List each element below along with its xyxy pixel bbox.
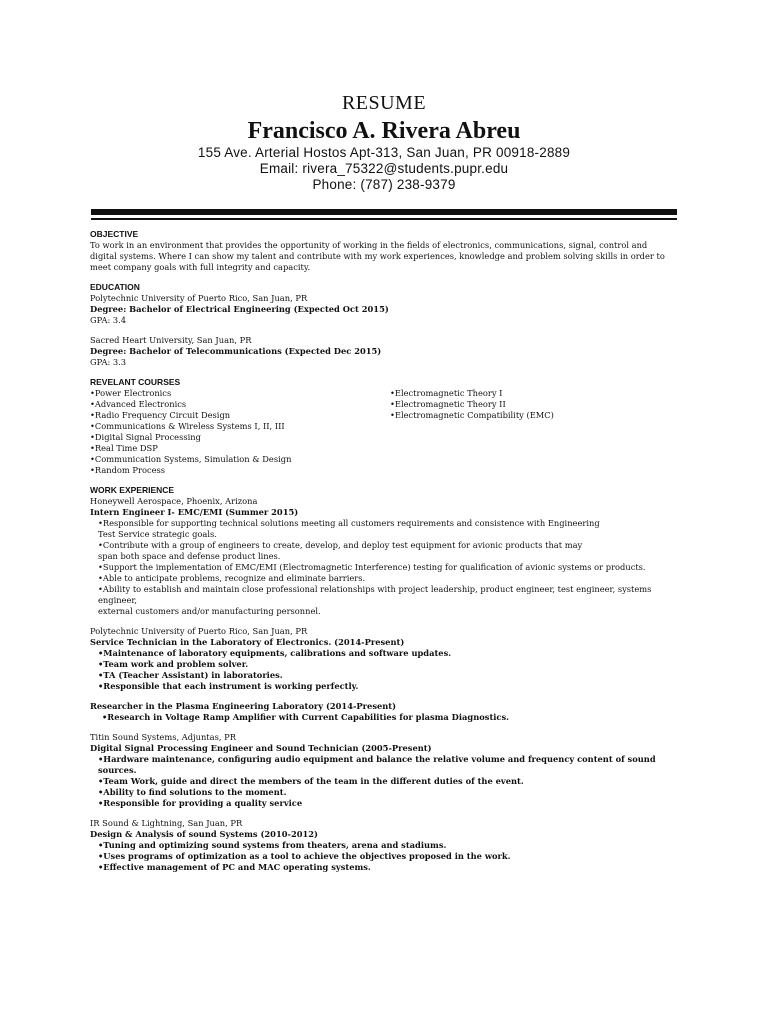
education-school: Sacred Heart University, San Juan, PR <box>90 335 252 345</box>
job-company: Polytechnic University of Puerto Rico, San Juan, PR <box>90 626 308 636</box>
job-role: Design & Analysis of sound Systems (2010-2012) <box>90 829 318 839</box>
course-item: •Communication Systems, Simulation & Design <box>90 454 292 464</box>
job-company: Titin Sound Systems, Adjuntas, PR <box>90 732 236 742</box>
section-title-work: WORK EXPERIENCE <box>90 485 175 495</box>
resume-header <box>0 92 768 193</box>
address-line: 155 Ave. Arterial Hostos Apt-313, San Juan, PR 00918-2889 <box>197 145 571 160</box>
job-bullet: •Maintenance of laboratory equipments, calibrations and software updates. <box>98 648 452 658</box>
course-item: •Electromagnetic Theory II <box>390 399 506 409</box>
job-bullet: sources. <box>98 765 137 775</box>
phone-line: Phone: (787) 238-9379 <box>312 177 456 192</box>
course-item: •Electromagnetic Compatibility (EMC) <box>390 410 554 420</box>
course-item: •Real Time DSP <box>90 443 158 453</box>
job-honeywell <box>90 496 680 617</box>
email-line: Email: rivera_75322@students.pupr.edu <box>259 161 509 176</box>
section-title-education: EDUCATION <box>90 282 140 292</box>
education-section <box>90 282 680 368</box>
job-company: IR Sound & Lightning, San Juan, PR <box>90 818 243 828</box>
education-gpa: GPA: 3.4 <box>90 315 127 325</box>
header-divider-thick <box>91 209 677 215</box>
job-bullet: •Responsible that each instrument is working perfectly. <box>98 681 359 691</box>
objective-line: To work in an environment that provides the opportunity of working in the fields of electronics, communications, signal, control and <box>90 240 648 250</box>
work-section <box>90 485 680 873</box>
courses-section <box>90 377 680 476</box>
job-bullet: •Team Work, guide and direct the members of the team in the different duties of the event. <box>98 776 524 786</box>
job-plasma <box>90 701 680 723</box>
course-item: •Communications & Wireless Systems I, II, III <box>90 421 285 431</box>
course-item: •Advanced Electronics <box>90 399 187 409</box>
job-bullet: external customers and/or manufacturing personnel. <box>98 606 321 616</box>
job-bullet: •Team work and problem solver. <box>98 659 249 669</box>
job-bullet: •Support the implementation of EMC/EMI (Electromagnetic Interference) testing for qualification of avionic systems or products. <box>98 562 646 572</box>
courses-left-column <box>90 388 390 476</box>
job-bullet: •Able to anticipate problems, recognize and eliminate barriers. <box>98 573 366 583</box>
applicant-name: Francisco A. Rivera Abreu <box>247 118 521 144</box>
job-bullet: •Ability to establish and maintain close professional relationships with project leadership, product engineer, test engineer, systems engineer, <box>98 584 652 605</box>
job-role: Service Technician in the Laboratory of Electronics. (2014-Present) <box>90 637 405 647</box>
job-bullet: •Effective management of PC and MAC operating systems. <box>98 862 371 872</box>
education-gpa: GPA: 3.3 <box>90 357 127 367</box>
job-bullet: •Research in Voltage Ramp Amplifier with Current Capabilities for plasma Diagnostics. <box>102 712 510 722</box>
course-item: •Random Process <box>90 465 166 475</box>
course-item: •Electromagnetic Theory I <box>390 388 503 398</box>
job-pupr <box>90 626 680 692</box>
job-bullet: •Responsible for providing a quality service <box>98 798 303 808</box>
job-role: Intern Engineer I- EMC/EMI (Summer 2015) <box>90 507 299 517</box>
section-title-courses: REVELANT COURSES <box>90 377 181 387</box>
job-bullet: span both space and defense product lines. <box>98 551 281 561</box>
job-bullet: •Uses programs of optimization as a tool to achieve the objectives proposed in the work. <box>98 851 511 861</box>
objective-line: meet company goals with full integrity and capacity. <box>90 262 311 272</box>
job-bullet: •TA (Teacher Assistant) in laboratories. <box>98 670 283 680</box>
education-degree: Degree: Bachelor of Electrical Engineering (Expected Oct 2015) <box>90 304 389 314</box>
courses-right-column <box>390 388 680 476</box>
job-bullet: •Responsible for supporting technical solutions meeting all customers requirements and consistence with Engineering <box>98 518 600 528</box>
job-bullet: •Hardware maintenance, configuring audio equipment and balance the relative volume and frequency content of sound <box>98 754 656 764</box>
objective-section <box>90 229 680 273</box>
resume-body <box>90 229 680 873</box>
document-type-title: RESUME <box>341 92 427 114</box>
course-item: •Power Electronics <box>90 388 172 398</box>
job-bullet: •Tuning and optimizing sound systems from theaters, arena and stadiums. <box>98 840 447 850</box>
job-company: Honeywell Aerospace, Phoenix, Arizona <box>90 496 258 506</box>
job-ir <box>90 818 680 873</box>
job-bullet: •Contribute with a group of engineers to create, develop, and deploy test equipment for avionic products that may <box>98 540 583 550</box>
job-bullet: •Ability to find solutions to the moment. <box>98 787 287 797</box>
course-item: •Radio Frequency Circuit Design <box>90 410 231 420</box>
education-school: Polytechnic University of Puerto Rico, San Juan, PR <box>90 293 308 303</box>
section-title-objective: OBJECTIVE <box>90 229 139 239</box>
job-titin <box>90 732 680 809</box>
courses-columns <box>90 388 680 476</box>
job-bullet: Test Service strategic goals. <box>98 529 217 539</box>
job-role: Digital Signal Processing Engineer and Sound Technician (2005-Present) <box>90 743 432 753</box>
objective-line: digital systems. Where I can show my talent and contribute with my work experiences, knowledge and problem solving skills in order to <box>90 251 665 261</box>
header-divider-thin <box>91 218 677 220</box>
job-role: Researcher in the Plasma Engineering Laboratory (2014-Present) <box>90 701 397 711</box>
education-degree: Degree: Bachelor of Telecommunications (Expected Dec 2015) <box>90 346 382 356</box>
course-item: •Digital Signal Processing <box>90 432 201 442</box>
